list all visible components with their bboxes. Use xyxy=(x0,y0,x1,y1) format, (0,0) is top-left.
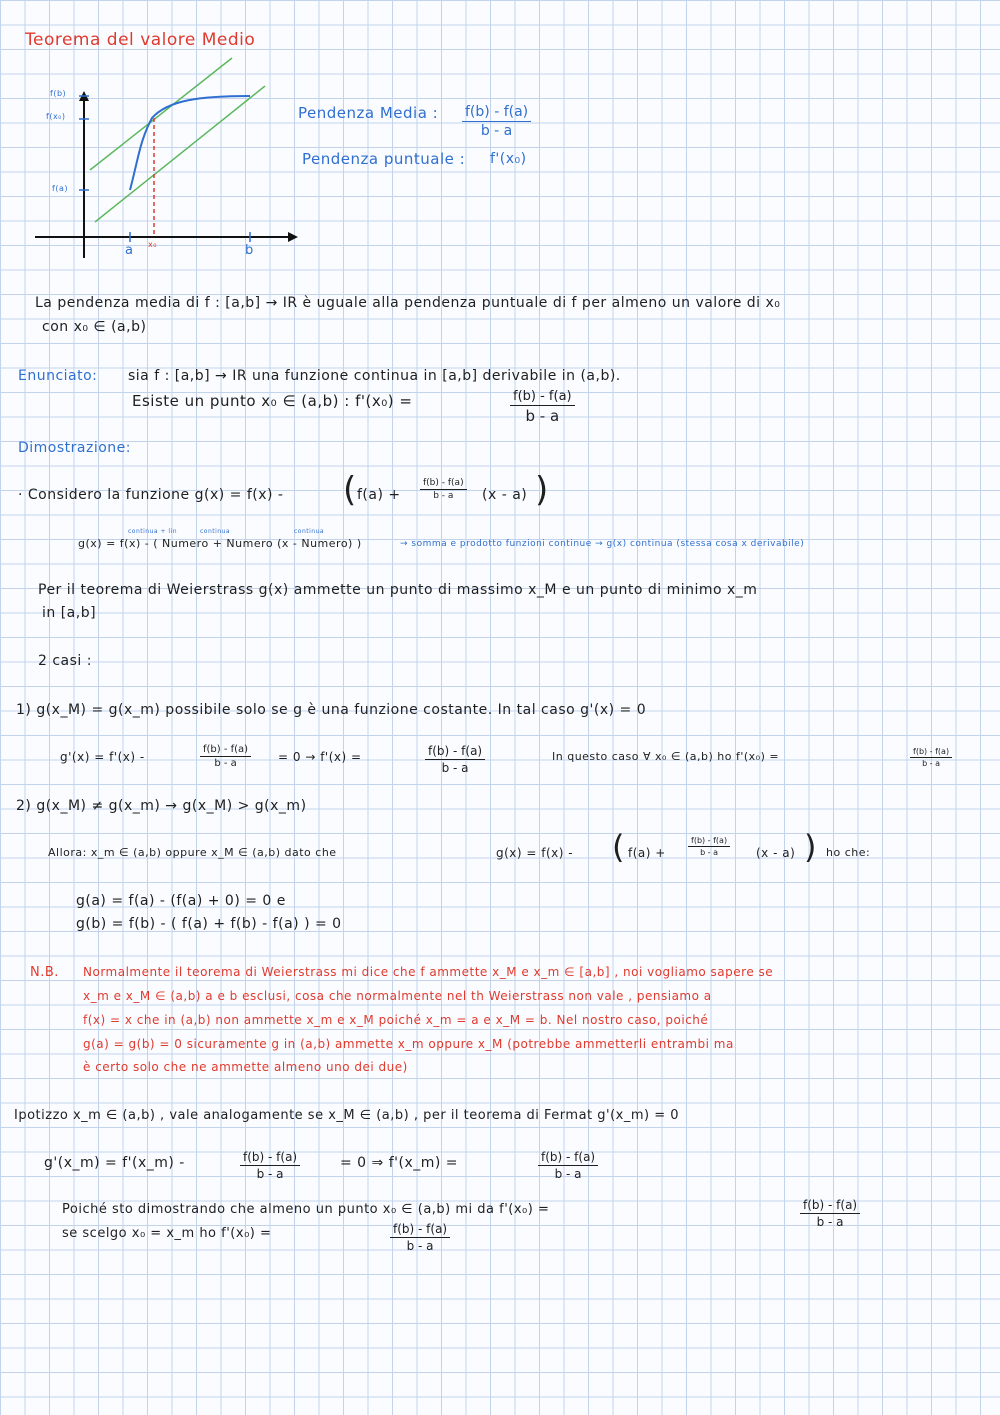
function-curve xyxy=(130,96,250,190)
caso1-fraction-1: $\frac{f(b) - f(a)}{b - a}$ xyxy=(200,744,251,769)
caso1-line: 1) g(x_M) = g(x_m) possibile solo se g è una funzione costante. In tal caso g'(x) = 0 xyxy=(16,702,647,718)
scelgo-line: se scelgo x₀ = x_m ho f'(x₀) = xyxy=(62,1226,272,1241)
casi-label: 2 casi : xyxy=(38,653,92,669)
nb-line-3: f(x) = x che in (a,b) non ammette x_m e x_M poiché x_m = a e x_M = b. Nel nostro caso, poiché xyxy=(83,1013,709,1027)
weierstrass-line-2: in [a,b] xyxy=(42,605,97,621)
pendenza-puntuale-value: f'(x₀) xyxy=(490,151,527,167)
scelgo-fraction: $\frac{f(b) - f(a)}{b - a}$ xyxy=(390,1222,450,1253)
g-breakdown-note: → somma e prodotto funzioni continue → g(x) continua (stessa cosa x derivabile) xyxy=(400,539,805,549)
graph-label-fb: f(b) xyxy=(50,89,67,98)
ipotizzo-line: Ipotizzo x_m ∈ (a,b) , vale analogamente se x_M ∈ (a,b) , per il teorema di Fermat g'(x_m) = 0 xyxy=(14,1108,680,1123)
enunciato-line-2: Esiste un punto x₀ ∈ (a,b) : f'(x₀) = xyxy=(132,392,413,410)
page-title: Teorema del valore Medio xyxy=(25,30,256,50)
nb-line-4: g(a) = g(b) = 0 sicuramente g in (a,b) ammette x_m oppure x_M (potrebbe ammetterli entrambi ma xyxy=(83,1037,734,1051)
graph-label-b: b xyxy=(245,243,254,258)
dimostrazione-label: Dimostrazione: xyxy=(18,440,131,456)
caso2-line: 2) g(x_M) ≠ g(x_m) → g(x_M) > g(x_m) xyxy=(16,798,307,814)
pendenza-media-fraction: $\frac{f(b) - f(a)}{b - a}$ xyxy=(462,104,531,139)
graph-label-a: a xyxy=(125,243,134,258)
nb-line-2: x_m e x_M ∈ (a,b) a e b esclusi, cosa che normalmente nel th Weierstrass non vale , pensiamo a xyxy=(83,989,712,1003)
graph-label-x0: x₀ xyxy=(148,240,157,249)
g-breakdown: g(x) = f(x) - ( Numero + Numero (x - Numero) ) xyxy=(78,537,362,550)
weierstrass-line-1: Per il teorema di Weierstrass g(x) ammette un punto di massimo x_M e un punto di minimo x_m xyxy=(38,582,758,598)
enunciato-line-1: sia f : [a,b] → IR una funzione continua in [a,b] derivabile in (a,b). xyxy=(128,368,621,384)
pendenza-media-label: Pendenza Media : xyxy=(298,104,439,122)
g-of-a: g(a) = f(a) - (f(a) + 0) = 0 e xyxy=(76,893,286,909)
g-fraction: $\frac{f(b) - f(a)}{b - a}$ xyxy=(420,478,467,501)
x-axis-arrow xyxy=(288,232,298,242)
graph-label-fx0: f(x₀) xyxy=(46,112,66,121)
ipotizzo-fraction-2: $\frac{f(b) - f(a)}{b - a}$ xyxy=(538,1150,598,1181)
poiche-fraction: $\frac{f(b) - f(a)}{b - a}$ xyxy=(800,1198,860,1229)
ipotizzo-fraction-1: $\frac{f(b) - f(a)}{b - a}$ xyxy=(240,1150,300,1181)
tangent-line xyxy=(90,58,232,170)
considero-line: · Considero la funzione g(x) = f(x) - xyxy=(18,487,284,503)
pendenza-puntuale-label: Pendenza puntuale : xyxy=(302,150,466,168)
graph-label-fa: f(a) xyxy=(52,184,68,193)
nb-line-5: è certo solo che ne ammette almeno uno dei due) xyxy=(83,1060,408,1074)
caso2-g-fraction: $\frac{f(b) - f(a)}{b - a}$ xyxy=(688,836,730,857)
caso1-fraction-2: $\frac{f(b) - f(a)}{b - a}$ xyxy=(425,744,485,775)
secant-line xyxy=(95,86,265,222)
g-of-b: g(b) = f(b) - ( f(a) + f(b) - f(a) ) = 0 xyxy=(76,916,342,932)
enunciato-fraction: $\frac{f(b) - f(a)}{b - a}$ xyxy=(510,389,575,425)
nb-label: N.B. xyxy=(30,965,59,980)
enunciato-label: Enunciato: xyxy=(18,368,98,384)
statement-line-2: con x₀ ∈ (a,b) xyxy=(42,319,147,335)
statement-line-1: La pendenza media di f : [a,b] → IR è uguale alla pendenza puntuale di f per almeno un valore di x₀ xyxy=(35,295,781,311)
caso1-fraction-3: $\frac{f(b) - f(a)}{b - a}$ xyxy=(910,747,952,768)
nb-line-1: Normalmente il teorema di Weierstrass mi dice che f ammette x_M e x_m ∈ [a,b] , noi vogliamo sapere se xyxy=(83,965,774,979)
poiche-line: Poiché sto dimostrando che almeno un punto x₀ ∈ (a,b) mi da f'(x₀) = xyxy=(62,1202,550,1217)
